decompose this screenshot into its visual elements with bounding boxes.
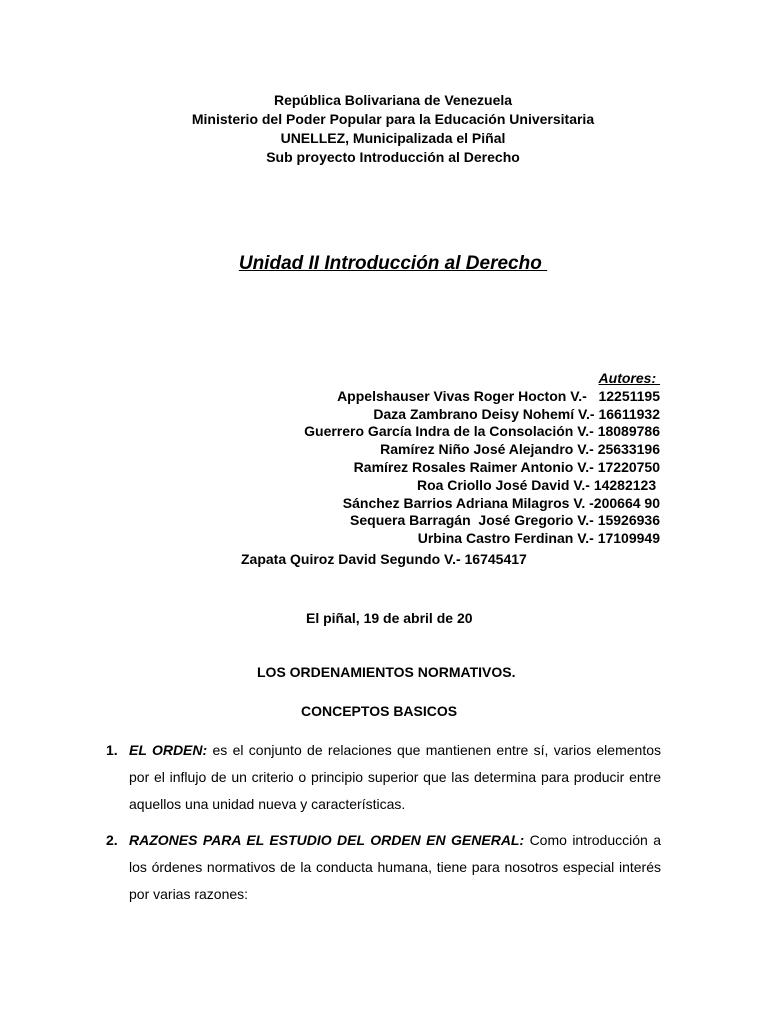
document-title: Unidad II Introducción al Derecho [238, 253, 548, 274]
list-item-text: Como introducción a los órdenes normativos de la conducta humana, tiene para nosotros especial interés por varias razones: [129, 832, 662, 902]
section-title: LOS ORDENAMIENTOS NORMATIVOS. [257, 664, 516, 680]
author-entry: Zapata Quiroz David Segundo V.- 16745417 [241, 551, 527, 567]
header-subproject: Sub proyecto Introducción al Derecho [266, 149, 520, 165]
author-entry: Ramírez Rosales Raimer Antonio V.- 17220750 [353, 458, 660, 475]
list-item [106, 827, 661, 908]
header-country: República Bolivariana de Venezuela [273, 92, 513, 108]
author-entry: Sequera Barragán José Gregorio V.- 15926936 [350, 512, 660, 529]
authors-label: Autores: [598, 370, 660, 386]
list-item-body [129, 737, 661, 818]
header-ministry: Ministerio del Poder Popular para la Educación Universitaria [191, 111, 595, 127]
institution-header [0, 91, 768, 167]
header-university: UNELLEZ, Municipalizada el Piñal [280, 130, 506, 146]
author-entry: Ramírez Niño José Alejandro V.- 25633196 [380, 441, 660, 458]
author-entry: Roa Criollo José David V.- 14282123 [416, 476, 660, 493]
list-item-body [129, 827, 661, 908]
author-entry: Sánchez Barrios Adriana Milagros V. -200664 90 [342, 494, 660, 511]
document-title-wrap [0, 253, 768, 275]
section-subtitle: CONCEPTOS BASICOS [301, 703, 458, 719]
author-entry: Appelshauser Vivas Roger Hocton V.- 12251195 [337, 387, 660, 404]
list-item-term: RAZONES PARA EL ESTUDIO DEL ORDEN EN GENERAL: [129, 832, 525, 848]
author-entry: Daza Zambrano Deisy Nohemí V.- 16611932 [373, 405, 660, 422]
list-item [106, 737, 661, 818]
author-entry: Guerrero García Indra de la Consolación V.- 18089786 [304, 423, 660, 440]
place-date: El piñal, 19 de abril de 20 [306, 610, 473, 626]
list-item-text: es el conjunto de relaciones que mantienen entre sí, varios elementos por el influjo de un criterio o principio superior que las determina para producir entre aquellos una unidad nueva y características. [129, 742, 661, 812]
list-item-number: 1. [106, 742, 118, 758]
list-item-term: EL ORDEN: [129, 742, 208, 758]
list-item-number: 2. [106, 832, 118, 848]
authors-block [304, 370, 660, 548]
author-entry: Urbina Castro Ferdinan V.- 17109949 [417, 530, 660, 547]
